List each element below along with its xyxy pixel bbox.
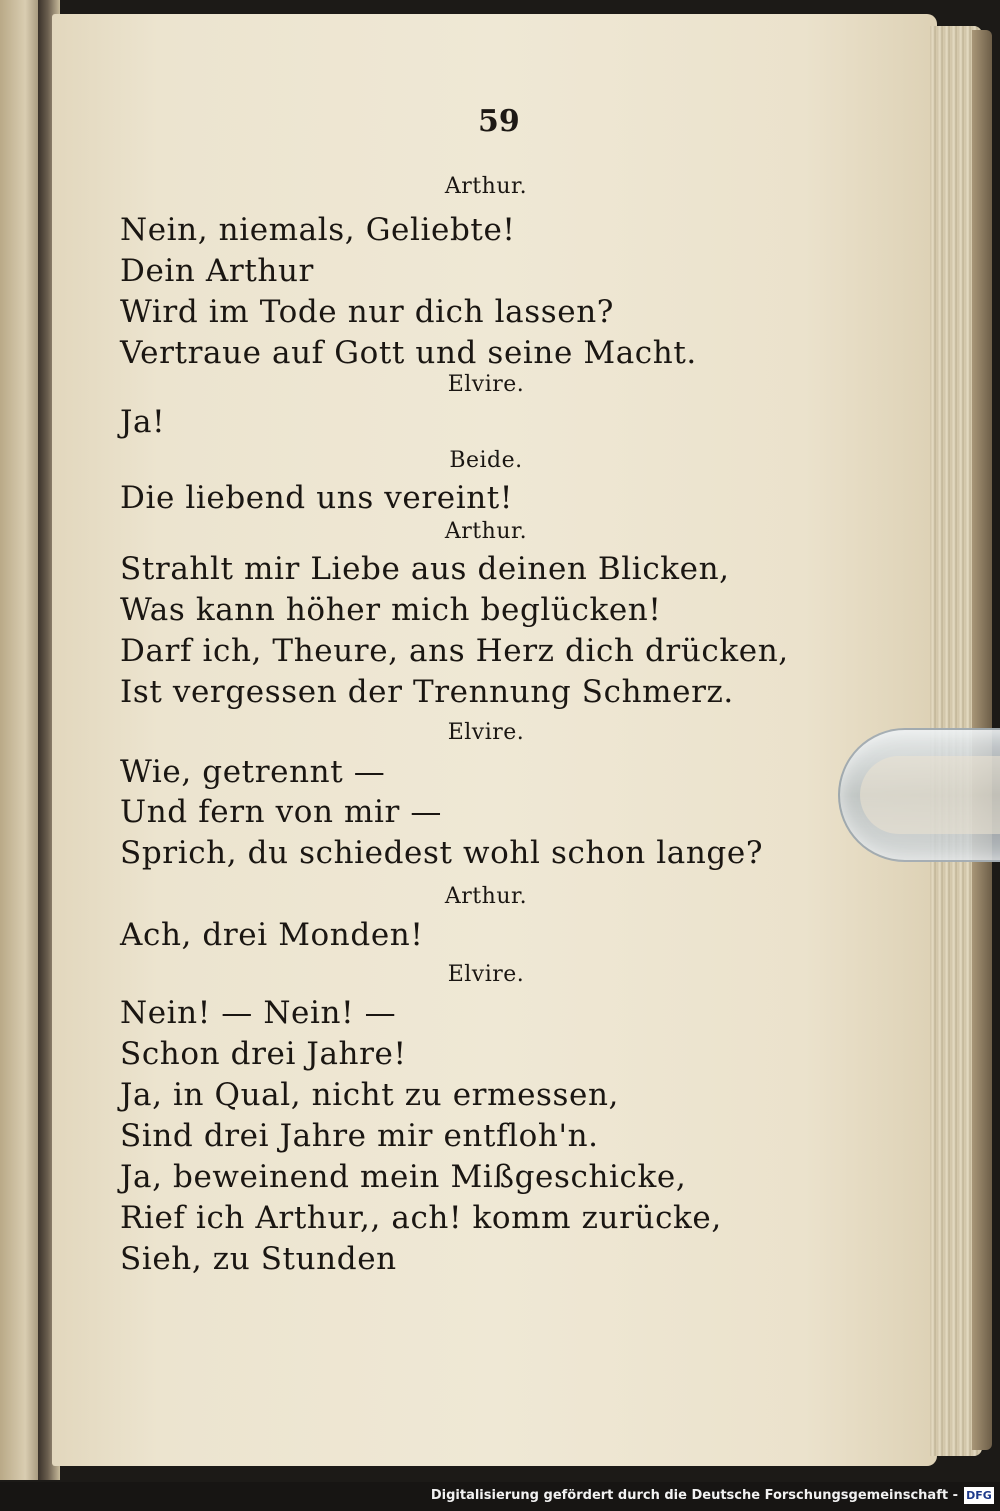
verse-line: Ach, drei Monden! <box>120 917 424 953</box>
speaker-name: Arthur. <box>444 174 528 199</box>
speaker-name: Elvire. <box>447 372 525 397</box>
verse-line: Sprich, du schiedest wohl schon lange? <box>120 835 764 871</box>
verse-line: Ist vergessen der Trennung Schmerz. <box>120 674 734 710</box>
verse-line: Strahlt mir Liebe aus deinen Blicken, <box>120 551 730 587</box>
verse-line: Wird im Tode nur dich lassen? <box>120 294 614 330</box>
footer-bar <box>0 1482 1000 1511</box>
verse-line: Ja, beweinend mein Mißgeschicke, <box>120 1159 687 1195</box>
dfg-logo-icon: DFG <box>964 1487 994 1504</box>
speaker-name: Arthur. <box>444 884 528 909</box>
verse-line: Schon drei Jahre! <box>120 1036 407 1072</box>
speaker-name: Elvire. <box>447 720 525 745</box>
speaker-name: Beide. <box>449 448 523 473</box>
verse-line: Darf ich, Theure, ans Herz dich drücken, <box>120 633 789 669</box>
verse-line: Was kann höher mich beglücken! <box>120 592 662 628</box>
verse-line: Dein Arthur <box>120 253 314 289</box>
page-number: 59 <box>478 104 520 139</box>
verse-line: Ja, in Qual, nicht zu ermessen, <box>120 1077 619 1113</box>
verse-line: Und fern von mir — <box>120 794 443 830</box>
footer-credit: Digitalisierung gefördert durch die Deutsche Forschungsgemeinschaft - <box>430 1488 958 1503</box>
verse-line: Nein! — Nein! — <box>120 995 397 1031</box>
verse-line: Wie, getrennt — <box>120 754 386 790</box>
speaker-name: Arthur. <box>444 519 528 544</box>
verse-line: Rief ich Arthur,, ach! komm zurücke, <box>120 1200 722 1236</box>
verse-line: Sind drei Jahre mir entfloh'n. <box>120 1118 599 1154</box>
verse-line: Ja! <box>120 404 166 440</box>
verse-line: Vertraue auf Gott und seine Macht. <box>120 335 697 371</box>
speaker-name: Elvire. <box>447 962 525 987</box>
verse-line: Die liebend uns vereint! <box>120 480 513 516</box>
verse-line: Nein, niemals, Geliebte! <box>120 212 516 248</box>
verse-line: Sieh, zu Stunden <box>120 1241 397 1277</box>
